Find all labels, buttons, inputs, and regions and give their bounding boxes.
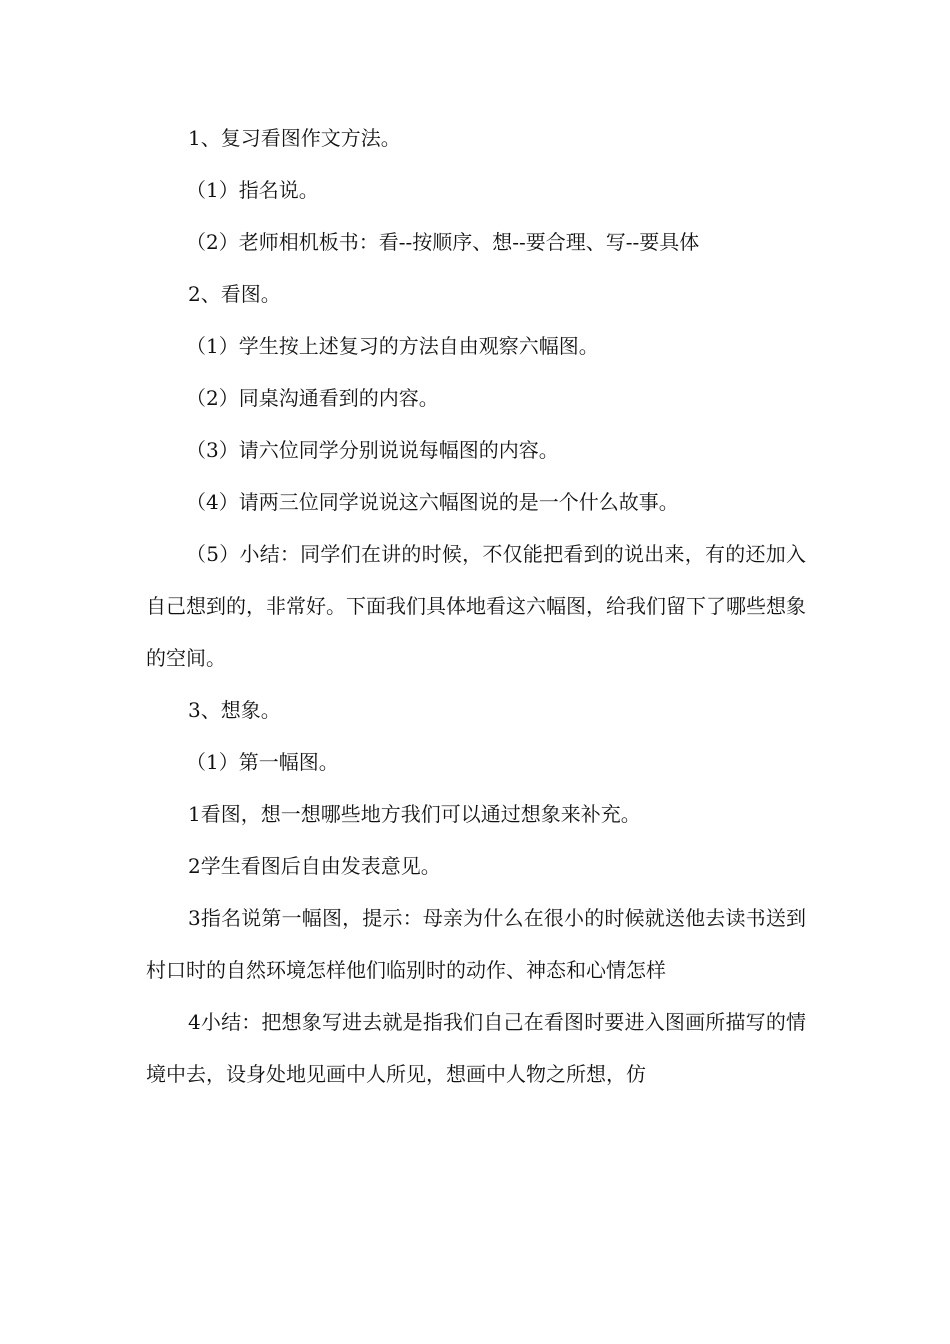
step-paragraph: 4小结：把想象写进去就是指我们自己在看图时要进入图画所描写的情境中去，设身处地见画中人所见，想画中人物之所想，仿 xyxy=(146,1010,806,1086)
list-item: （2）同桌沟通看到的内容。 xyxy=(186,386,439,410)
list-item: （2）老师相机板书：看--按顺序、想--要合理、写--要具体 xyxy=(186,230,700,254)
list-item: （3）请六位同学分别说说每幅图的内容。 xyxy=(186,438,559,462)
section-heading-review: 1、复习看图作文方法。 xyxy=(188,126,401,150)
summary-paragraph: （5）小结：同学们在讲的时候，不仅能把看到的说出来，有的还加入自己想到的，非常好。下面我们具体地看这六幅图，给我们留下了哪些想象的空间。 xyxy=(146,542,806,670)
document-page xyxy=(146,112,806,1100)
section-heading-imagine: 3、想象。 xyxy=(188,698,281,722)
list-item: （4）请两三位同学说说这六幅图说的是一个什么故事。 xyxy=(186,490,679,514)
list-item: （1）第一幅图。 xyxy=(186,750,339,774)
section-heading-look: 2、看图。 xyxy=(188,282,281,306)
list-item: （1）指名说。 xyxy=(186,178,319,202)
list-item: （1）学生按上述复习的方法自由观察六幅图。 xyxy=(186,334,599,358)
step-paragraph: 2学生看图后自由发表意见。 xyxy=(188,854,441,878)
step-paragraph: 3指名说第一幅图，提示：母亲为什么在很小的时候就送他去读书送到村口时的自然环境怎样他们临别时的动作、神态和心情怎样 xyxy=(146,906,806,982)
step-paragraph: 1看图，想一想哪些地方我们可以通过想象来补充。 xyxy=(188,802,641,826)
